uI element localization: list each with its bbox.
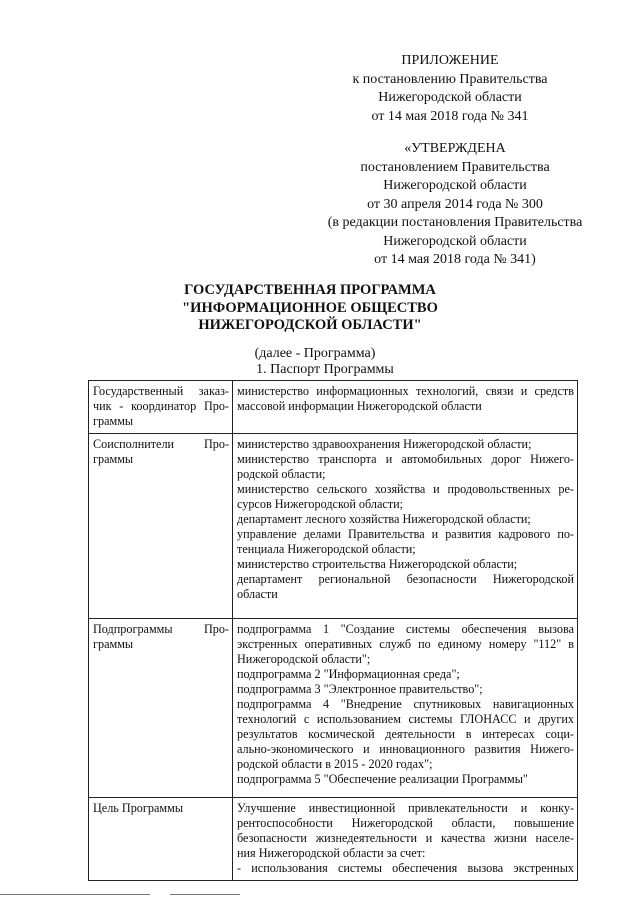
title-line: ГОСУДАРСТВЕННАЯ ПРОГРАММА xyxy=(184,282,436,298)
passport-table xyxy=(88,380,578,881)
row-label xyxy=(89,619,233,798)
approved-line: «УТВЕРЖДЕНА xyxy=(404,141,506,156)
content-line: родской области; xyxy=(237,467,326,481)
row-label xyxy=(89,798,233,881)
row-content xyxy=(233,798,578,881)
content-line: министерство транспорта и автомобильных дорог Нижего- xyxy=(237,452,574,466)
content-line: безопасности жизнедеятельности и качества жизни населе- xyxy=(237,831,574,845)
passport-heading: 1. Паспорт Программы xyxy=(256,362,394,377)
table-row xyxy=(89,619,578,798)
content-line: департамент региональной безопасности Нижегородской xyxy=(237,572,574,586)
content-line: рентоспособности Нижегородской области, повышение xyxy=(237,816,574,830)
label-line: граммы xyxy=(93,637,134,651)
approved-line: постановлением Правительства xyxy=(360,159,550,175)
approved-line: от 14 мая 2018 года № 341) xyxy=(374,252,536,267)
content-line: - использования системы обеспечения вызова экстренных xyxy=(237,861,574,875)
spacer xyxy=(237,602,574,614)
row-content xyxy=(233,434,578,619)
content-line: подпрограмма 3 "Электронное правительство"; xyxy=(237,682,483,696)
content-line: тенциала Нижегородской области; xyxy=(237,542,416,556)
approved-line: (в редакции постановления Правительства xyxy=(327,215,583,230)
row-content xyxy=(233,619,578,798)
scan-artifact-line xyxy=(170,894,240,895)
content-line: министерство сельского хозяйства и продовольственных ре- xyxy=(237,482,574,496)
content-line: управление делами Правительства и развития кадрового по- xyxy=(237,527,574,541)
appendix-line: ПРИЛОЖЕНИЕ xyxy=(401,53,499,68)
appendix-line: от 14 мая 2018 года № 341 xyxy=(371,108,529,124)
approved-line: от 30 апреля 2014 года № 300 xyxy=(367,196,543,212)
content-line: ально-экономического и инновационного развития Нижего- xyxy=(237,742,574,756)
content-line: ния Нижегородской области за счет: xyxy=(237,846,426,860)
content-line: министерство информационных технологий, связи и средств xyxy=(237,384,574,398)
content-line: технологий с использованием системы ГЛОНАСС и других xyxy=(237,712,574,726)
program-abbreviation: (далее - Программа) xyxy=(254,346,376,361)
title-line: "ИНФОРМАЦИОННОЕ ОБЩЕСТВО xyxy=(182,299,438,316)
table-row xyxy=(89,381,578,434)
appendix-header xyxy=(300,52,600,126)
spacer xyxy=(237,787,574,793)
content-line: массовой информации Нижегородской области xyxy=(237,399,482,413)
approved-line: Нижегородской области xyxy=(383,233,527,249)
content-line: Улучшение инвестиционной привлекательности и конку- xyxy=(237,801,574,815)
content-line: министерство строительства Нижегородской области; xyxy=(237,557,518,571)
content-line: департамент лесного хозяйства Нижегородской области; xyxy=(237,512,531,526)
label-line: граммы xyxy=(93,452,134,466)
appendix-line: Нижегородской области xyxy=(378,90,522,105)
content-line: подпрограмма 4 "Внедрение спутниковых навигационных xyxy=(237,697,574,711)
label-line: Государственный заказ- xyxy=(93,384,229,398)
content-line: Нижегородской области"; xyxy=(237,652,371,666)
label-line: Соисполнители Про- xyxy=(93,437,229,451)
content-line: министерство здравоохранения Нижегородской области; xyxy=(237,437,532,451)
content-line: подпрограмма 2 "Информационная среда"; xyxy=(237,667,460,681)
label-line: чик - координатор Про- xyxy=(93,399,229,413)
table-row xyxy=(89,798,578,881)
program-title xyxy=(130,282,490,335)
content-line: подпрограмма 1 "Создание системы обеспечения вызова xyxy=(237,622,574,636)
title-line: НИЖЕГОРОДСКОЙ ОБЛАСТИ" xyxy=(198,317,422,333)
label-line: граммы xyxy=(93,414,134,428)
scan-artifact-line xyxy=(0,894,150,895)
content-line: сурсов Нижегородской области; xyxy=(237,497,404,511)
approved-line: Нижегородской области xyxy=(383,178,527,193)
content-line: родской области в 2015 - 2020 годах"; xyxy=(237,757,433,771)
table-row xyxy=(89,434,578,619)
row-label xyxy=(89,434,233,619)
appendix-line: к постановлению Правительства xyxy=(352,71,548,87)
content-line: области xyxy=(237,587,278,601)
row-label xyxy=(89,381,233,434)
label-line: Подпрограммы Про- xyxy=(93,622,229,636)
content-line: результатов космической деятельности в интересах соци- xyxy=(237,727,574,741)
spacer xyxy=(237,414,574,429)
approval-stamp-text xyxy=(300,140,610,270)
label-line: Цель Программы xyxy=(93,801,184,815)
row-content xyxy=(233,381,578,434)
content-line: экстренных оперативных служб по единому номеру "112" в xyxy=(237,637,574,651)
content-line: подпрограмма 5 "Обеспечение реализации Программы" xyxy=(237,772,528,786)
